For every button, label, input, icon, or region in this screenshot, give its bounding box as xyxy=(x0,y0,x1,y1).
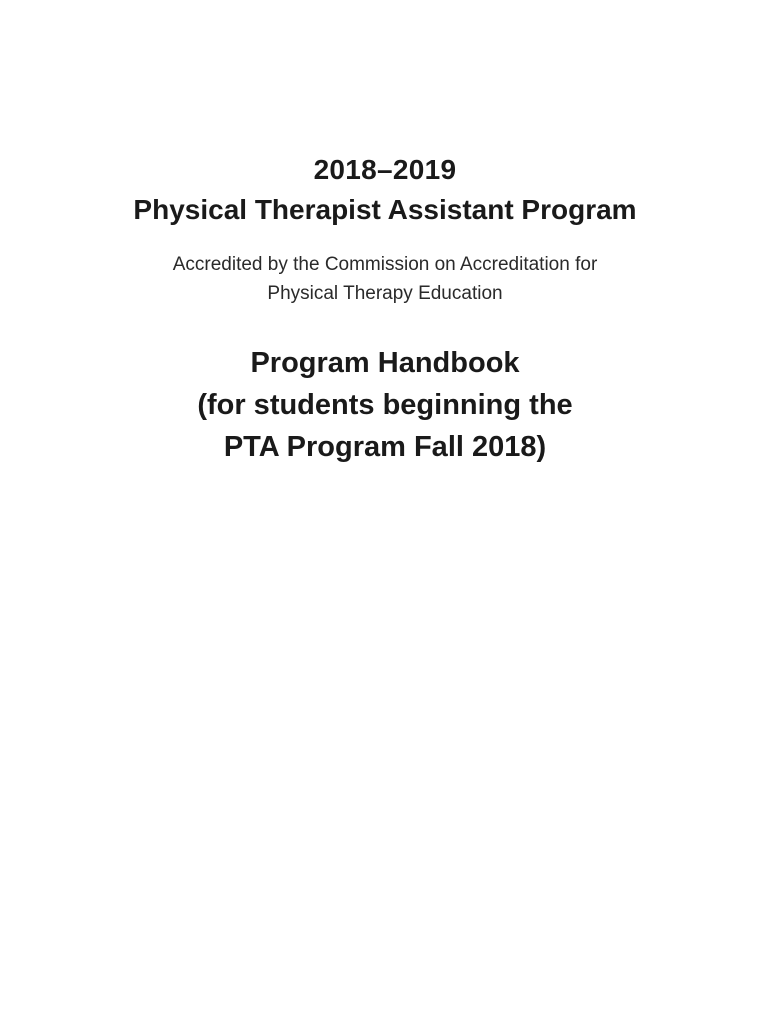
handbook-title xyxy=(0,342,770,468)
handbook-title-line-3: PTA Program Fall 2018) xyxy=(223,431,547,463)
accreditation-line-1: Accredited by the Commission on Accreditation for xyxy=(172,254,598,275)
academic-year: 2018–2019 xyxy=(313,154,457,185)
accreditation-statement xyxy=(0,250,770,308)
handbook-title-line-1: Program Handbook xyxy=(250,347,520,379)
cover-content xyxy=(0,150,770,468)
program-title: Physical Therapist Assistant Program xyxy=(133,194,637,225)
accreditation-line-2: Physical Therapy Education xyxy=(267,283,503,304)
handbook-title-line-2: (for students beginning the xyxy=(197,389,573,421)
